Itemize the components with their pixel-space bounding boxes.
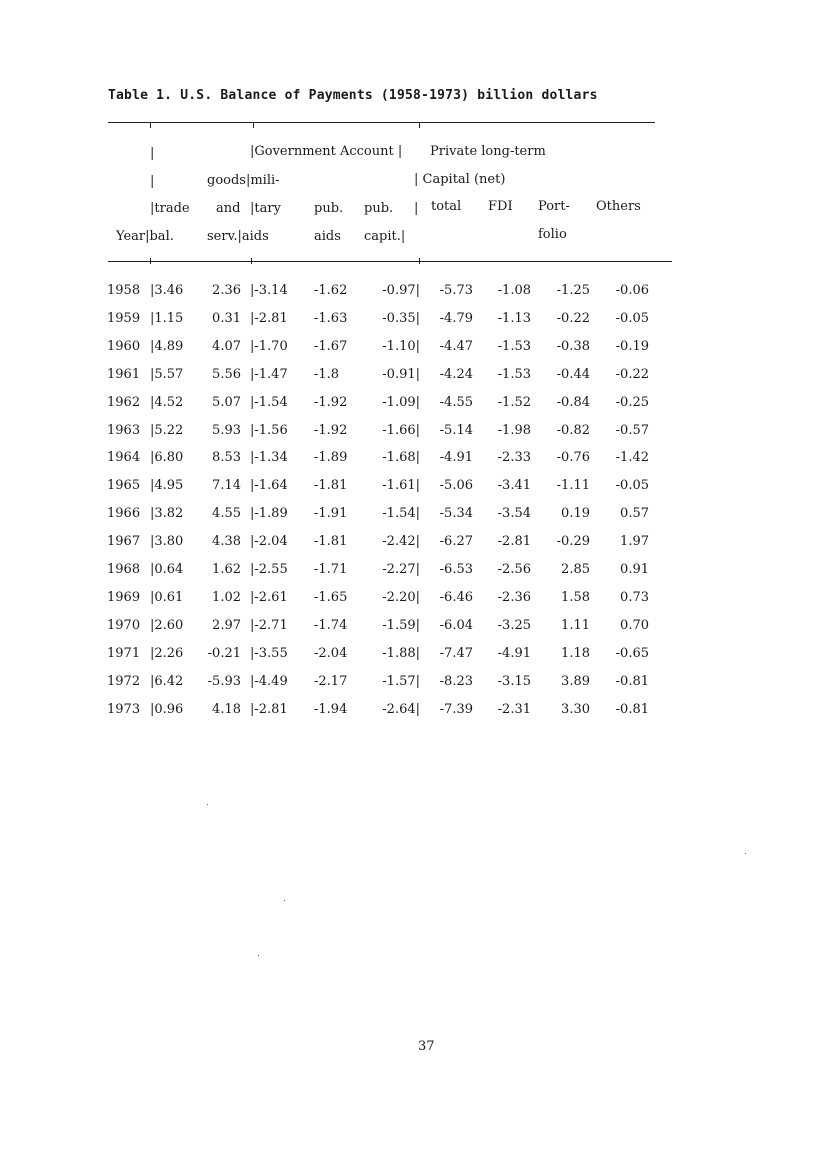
header-folio: folio [538,227,567,242]
cell-others: -0.05 [615,478,649,493]
cell-mil: |-3.55 [250,646,288,661]
cell-year: 1966 [107,506,141,521]
cell-goods: 1.62 [212,562,241,577]
cell-year: 1961 [107,367,141,382]
cell-port: -0.82 [556,423,590,438]
cell-fdi: -1.13 [497,311,531,326]
cell-total: -6.04 [439,618,473,633]
cell-mil: |-1.34 [250,450,288,465]
cell-goods: 4.18 [212,702,241,717]
cell-pubaids: -1.92 [314,423,348,438]
cell-year: 1972 [107,674,141,689]
cell-mil: |-1.70 [250,339,288,354]
cell-pubaids: -1.94 [314,702,348,717]
cell-pubcap: -1.66| [382,423,420,438]
cell-others: -0.25 [615,395,649,410]
header-bar: | [414,201,419,216]
header-capital-net: | Capital (net) [414,172,506,187]
top-rule [108,122,655,123]
cell-pubcap: -1.09| [382,395,420,410]
cell-pubcap: -0.35| [382,311,420,326]
header-serv-aids: serv.|aids [207,229,269,244]
header-and: and [216,201,241,216]
scan-speck [258,955,259,956]
cell-pubcap: -0.91| [382,367,420,382]
cell-trade: |6.42 [150,674,184,689]
cell-pubaids: -1.8 [314,367,340,382]
cell-year: 1967 [107,534,141,549]
cell-goods: 0.31 [212,311,241,326]
top-rule-tick [419,122,420,128]
cell-pubcap: -1.54| [382,506,420,521]
cell-trade: |2.26 [150,646,184,661]
cell-others: -1.42 [615,450,649,465]
cell-goods: -0.21 [207,646,241,661]
cell-year: 1969 [107,590,141,605]
cell-year: 1971 [107,646,141,661]
cell-year: 1959 [107,311,141,326]
cell-trade: |5.57 [150,367,184,382]
cell-others: -0.81 [615,674,649,689]
cell-goods: 5.56 [212,367,241,382]
cell-mil: |-3.14 [250,283,288,298]
header-trade: |trade [150,201,190,216]
cell-mil: |-2.71 [250,618,288,633]
cell-pubaids: -1.89 [314,450,348,465]
cell-port: -0.84 [556,395,590,410]
cell-goods: -5.93 [207,674,241,689]
cell-trade: |2.60 [150,618,184,633]
cell-goods: 2.36 [212,283,241,298]
cell-trade: |4.89 [150,339,184,354]
header-bar: | [150,174,155,189]
cell-fdi: -1.52 [497,395,531,410]
cell-total: -7.47 [439,646,473,661]
cell-trade: |0.64 [150,562,184,577]
cell-others: 0.73 [620,590,649,605]
cell-others: -0.05 [615,311,649,326]
cell-others: 1.97 [620,534,649,549]
cell-total: -4.47 [439,339,473,354]
cell-mil: |-1.47 [250,367,288,382]
cell-others: -0.57 [615,423,649,438]
cell-total: -4.79 [439,311,473,326]
cell-port: -1.25 [556,283,590,298]
cell-pubaids: -1.65 [314,590,348,605]
cell-fdi: -3.25 [497,618,531,633]
cell-total: -4.91 [439,450,473,465]
cell-year: 1970 [107,618,141,633]
cell-goods: 4.38 [212,534,241,549]
cell-trade: |3.82 [150,506,184,521]
cell-year: 1965 [107,478,141,493]
cell-port: 1.11 [561,618,590,633]
cell-trade: |6.80 [150,450,184,465]
cell-fdi: -2.56 [497,562,531,577]
cell-pubaids: -1.91 [314,506,348,521]
cell-pubcap: -2.64| [382,702,420,717]
cell-fdi: -1.53 [497,339,531,354]
cell-total: -5.14 [439,423,473,438]
cell-year: 1973 [107,702,141,717]
cell-goods: 4.07 [212,339,241,354]
cell-pubcap: -2.27| [382,562,420,577]
cell-trade: |1.15 [150,311,184,326]
cell-pubcap: -1.59| [382,618,420,633]
cell-total: -8.23 [439,674,473,689]
cell-pubaids: -1.92 [314,395,348,410]
cell-goods: 1.02 [212,590,241,605]
cell-trade: |4.95 [150,478,184,493]
cell-mil: |-1.89 [250,506,288,521]
cell-fdi: -1.53 [497,367,531,382]
cell-port: -0.76 [556,450,590,465]
cell-port: 1.18 [561,646,590,661]
cell-mil: |-2.81 [250,702,288,717]
page-number: 37 [418,1039,435,1054]
cell-port: 2.85 [561,562,590,577]
cell-mil: |-1.56 [250,423,288,438]
cell-total: -4.24 [439,367,473,382]
table-title: Table 1. U.S. Balance of Payments (1958-1973) billion dollars [108,88,598,103]
cell-fdi: -2.81 [497,534,531,549]
header-rule-tick [251,258,252,264]
cell-fdi: -4.91 [497,646,531,661]
cell-goods: 2.97 [212,618,241,633]
cell-port: 3.89 [561,674,590,689]
cell-port: 3.30 [561,702,590,717]
scan-speck [284,900,285,901]
cell-trade: |3.46 [150,283,184,298]
cell-goods: 5.93 [212,423,241,438]
header-rule-tick [419,258,420,264]
cell-pubcap: -1.61| [382,478,420,493]
header-goods-mili: goods|mili- [207,173,280,188]
cell-mil: |-4.49 [250,674,288,689]
cell-port: -0.29 [556,534,590,549]
cell-pubaids: -1.71 [314,562,348,577]
cell-mil: |-2.55 [250,562,288,577]
cell-mil: |-1.54 [250,395,288,410]
cell-trade: |3.80 [150,534,184,549]
cell-mil: |-1.64 [250,478,288,493]
cell-total: -6.53 [439,562,473,577]
cell-pubcap: -0.97| [382,283,420,298]
cell-goods: 8.53 [212,450,241,465]
cell-trade: |4.52 [150,395,184,410]
cell-goods: 4.55 [212,506,241,521]
cell-trade: |5.22 [150,423,184,438]
cell-pubaids: -1.67 [314,339,348,354]
cell-total: -5.73 [439,283,473,298]
cell-port: -0.22 [556,311,590,326]
cell-fdi: -2.33 [497,450,531,465]
cell-pubaids: -1.74 [314,618,348,633]
cell-port: 0.19 [561,506,590,521]
cell-mil: |-2.81 [250,311,288,326]
cell-mil: |-2.61 [250,590,288,605]
cell-others: -0.19 [615,339,649,354]
cell-port: -0.44 [556,367,590,382]
header-fdi: FDI [488,199,513,214]
cell-year: 1958 [107,283,141,298]
cell-total: -4.55 [439,395,473,410]
cell-total: -7.39 [439,702,473,717]
cell-port: 1.58 [561,590,590,605]
header-pub-capit: pub. [364,201,394,216]
cell-fdi: -2.36 [497,590,531,605]
cell-fdi: -3.54 [497,506,531,521]
cell-pubaids: -1.81 [314,478,348,493]
header-portfolio: Port- [538,199,570,214]
cell-total: -6.46 [439,590,473,605]
cell-others: -0.22 [615,367,649,382]
cell-total: -5.34 [439,506,473,521]
header-bar: | [150,146,155,161]
cell-total: -5.06 [439,478,473,493]
cell-others: 0.91 [620,562,649,577]
header-rule-tick [150,258,151,264]
cell-pubcap: -1.68| [382,450,420,465]
cell-fdi: -3.41 [497,478,531,493]
cell-year: 1962 [107,395,141,410]
cell-others: 0.70 [620,618,649,633]
scan-speck [745,853,746,854]
cell-pubaids: -1.81 [314,534,348,549]
header-aids: aids [314,229,341,244]
cell-trade: |0.61 [150,590,184,605]
header-private-long-term: Private long-term [430,144,546,159]
cell-pubcap: -2.42| [382,534,420,549]
cell-pubcap: -1.10| [382,339,420,354]
header-total: total [431,199,462,214]
cell-year: 1968 [107,562,141,577]
cell-pubcap: -1.57| [382,674,420,689]
cell-fdi: -3.15 [497,674,531,689]
header-pub-aids: pub. [314,201,344,216]
header-tary: |tary [250,201,281,216]
cell-others: -0.06 [615,283,649,298]
header-others: Others [596,199,641,214]
cell-pubaids: -1.62 [314,283,348,298]
cell-fdi: -2.31 [497,702,531,717]
cell-pubaids: -2.04 [314,646,348,661]
top-rule-tick [253,122,254,128]
cell-pubcap: -1.88| [382,646,420,661]
cell-year: 1963 [107,423,141,438]
cell-mil: |-2.04 [250,534,288,549]
cell-others: -0.81 [615,702,649,717]
top-rule-tick [150,122,151,128]
cell-year: 1960 [107,339,141,354]
header-year-bal: Year|bal. [116,229,174,244]
cell-pubcap: -2.20| [382,590,420,605]
cell-goods: 7.14 [212,478,241,493]
cell-fdi: -1.98 [497,423,531,438]
cell-pubaids: -1.63 [314,311,348,326]
cell-pubaids: -2.17 [314,674,348,689]
cell-port: -0.38 [556,339,590,354]
scan-speck [207,804,208,805]
cell-goods: 5.07 [212,395,241,410]
cell-trade: |0.96 [150,702,184,717]
cell-total: -6.27 [439,534,473,549]
cell-others: -0.65 [615,646,649,661]
cell-others: 0.57 [620,506,649,521]
cell-year: 1964 [107,450,141,465]
cell-port: -1.11 [556,478,590,493]
header-government-account: |Government Account | [250,144,403,159]
cell-fdi: -1.08 [497,283,531,298]
header-rule [108,261,672,262]
header-capit: capit.| [364,229,406,244]
